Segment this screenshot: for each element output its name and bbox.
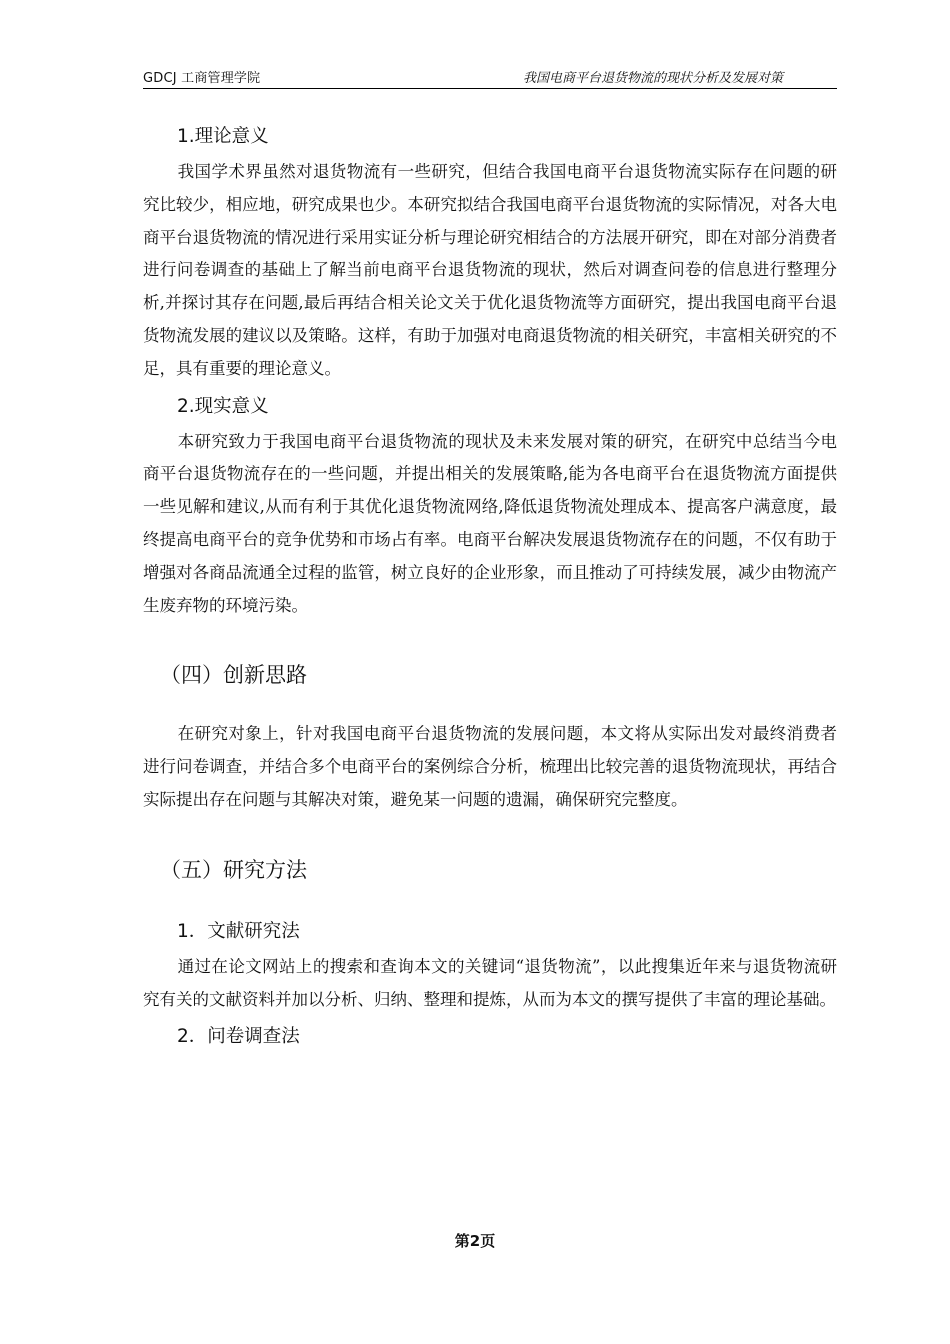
heading-literature-method: 1．文献研究法 xyxy=(177,920,300,942)
page-number: 第2页 xyxy=(454,1232,496,1250)
header-paper-title: 我国电商平台退货物流的现状分析及发展对策 xyxy=(522,71,783,86)
paragraph-literature-method: 通过在论文网站上的搜索和查询本文的关键词“退货物流”，以此搜集近年来与退货物流研究有关的文献资料并加以分析、归纳、整理和提炼，从而为本文的撰写提供了丰富的理论基础。 xyxy=(143,956,837,1009)
heading-theoretical-significance: 1.理论意义 xyxy=(177,126,269,147)
paragraph-practical-significance: 本研究致力于我国电商平台退货物流的现状及未来发展对策的研究，在研究中总结当今电商平台退货物流存在的一些问题，并提出相关的发展策略,能为各电商平台在退货物流方面提供一些见解和建议,从而有利于其优化退货物流网络,降低退货物流处理成本、提高客户满意度，最终提高电商平台的竞争优势和市场占有率。电商平台解决发展退货物流存在的问题，不仅有助于增强对各商品流通全过程的监管，树立良好的企业形象，而且推动了可持续发展，减少由物流产生废弃物的环境污染。 xyxy=(143,431,837,615)
heading-innovation: （四）创新思路 xyxy=(160,663,307,688)
heading-research-methods: （五）研究方法 xyxy=(160,857,307,882)
heading-survey-method: 2．问卷调查法 xyxy=(177,1026,300,1048)
paragraph-theoretical-significance: 我国学术界虽然对退货物流有一些研究，但结合我国电商平台退货物流实际存在问题的研究比较少，相应地，研究成果也少。本研究拟结合我国电商平台退货物流的实际情况，对各大电商平台退货物流的情况进行采用实证分析与理论研究相结合的方法展开研究，即在对部分消费者进行问卷调查的基础上了解当前电商平台退货物流的现状，然后对调查问卷的信息进行整理分析,并探讨其存在问题,最后再结合相关论文关于优化退货物流等方面研究，提出我国电商平台退货物流发展的建议以及策略。这样，有助于加强对电商退货物流的相关研究，丰富相关研究的不足，具有重要的理论意义。 xyxy=(143,162,837,378)
header-institution: GDCJ 工商管理学院 xyxy=(143,71,261,86)
page-body xyxy=(143,120,837,1054)
heading-practical-significance: 2.现实意义 xyxy=(177,395,269,417)
page-header xyxy=(143,66,837,89)
paragraph-innovation: 在研究对象上，针对我国电商平台退货物流的发展问题，本文将从实际出发对最终消费者进行问卷调查，并结合多个电商平台的案例综合分析，梳理出比较完善的退货物流现状，再结合实际提出存在问题与其解决对策，避免某一问题的遗漏，确保研究完整度。 xyxy=(143,724,837,809)
